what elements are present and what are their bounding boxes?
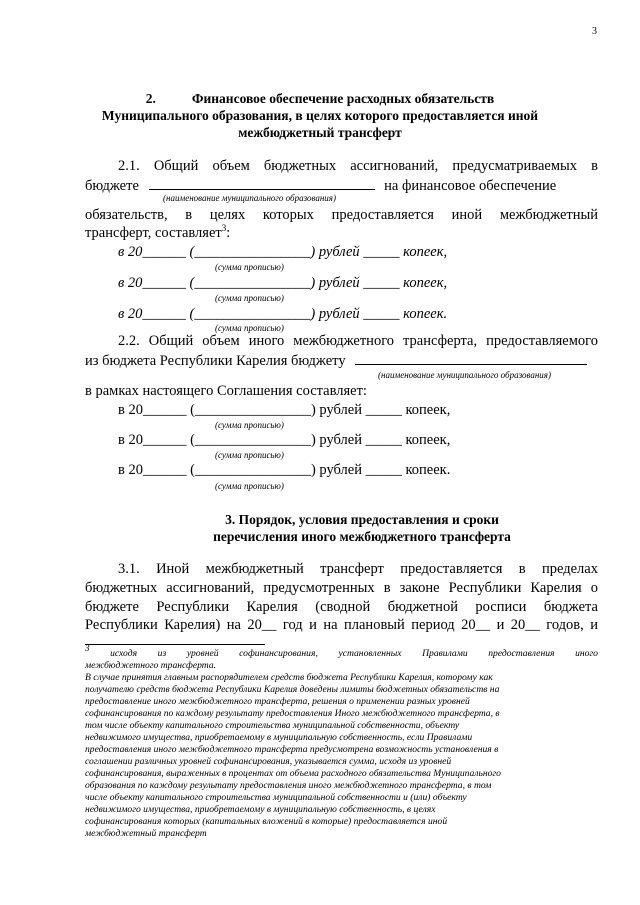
p22-row-3-caption: (сумма прописью) (215, 481, 284, 491)
page-number: 3 (592, 26, 597, 37)
footnote-line-15: софинансирования которых (капитальных вложений в которые) предоставляется иной (85, 816, 448, 827)
footnote-line-9: предоставления иного межбюджетного трансферта предусмотрена возможность установления в (85, 744, 499, 755)
p22-amount-row-2: в 20______ (________________) рублей _____ копеек, (118, 432, 451, 448)
p22-municipality-blank (355, 352, 587, 365)
p22-municipality-caption: (наименование муниципального образования) (378, 370, 551, 380)
p21-line-4: трансферт, составляет$^3$: (85, 223, 231, 241)
footnote-line-14: недвижимого имущества, приобретаемому в муниципальную собственность, в целях (85, 804, 436, 815)
p31-line-4: Республики Карелия) на 20__ год и на плановый период 20__ и 20__ годов, и (85, 617, 598, 633)
section-3-heading-line-2: перечисления иного межбюджетного трансферта (213, 529, 511, 544)
municipality-name-blank (149, 177, 375, 190)
p21-amount-row-2: в 20______ (________________) рублей _____ копеек, (118, 275, 448, 291)
footnote-line-2: межбюджетного трансферта. (85, 660, 217, 671)
p21-amount-row-1: в 20______ (________________) рублей _____ копеек, (118, 244, 448, 260)
p22-amount-row-3: в 20______ (________________) рублей _____ копеек. (118, 462, 451, 478)
p21-row-1-caption: (сумма прописью) (215, 262, 284, 272)
p22-line-1: 2.2. Общий объем иного межбюджетного трансферта, предоставляемого (118, 333, 598, 349)
footnote-marker: 3 (85, 643, 90, 653)
footnote-ref-3: 3 (221, 223, 227, 234)
footnote-line-8: недвижимого имущества, приобретаемому в муниципальную собственность, если Правилами (85, 732, 473, 743)
p22-line-2: из бюджета Республики Карелия бюджету (85, 352, 587, 370)
footnote-line-10: соглашении различных уровней софинансирования, указывается сумма, исходя из уровней (85, 756, 452, 767)
p21-municipality-caption: (наименование муниципального образования) (163, 193, 336, 203)
p21-line-1: 2.1. Общий объем бюджетных ассигнований, предусматриваемых в (118, 158, 598, 174)
footnote-line-7: том числе объекту капитального строительства муниципальной собственности, объекту (85, 720, 460, 731)
section-2-heading-line-2: Муниципального образования, в целях которого предоставляется иной (101, 108, 539, 123)
p21-line-3: обязательств, в целях которых предоставляется иной межбюджетный (85, 207, 598, 223)
p31-line-2: бюджетных ассигнований, предусмотренных в законе Республики Карелия о (85, 580, 598, 596)
section-2-title-1: Финансовое обеспечение расходных обязательств (191, 91, 495, 106)
footnote-separator (85, 644, 265, 645)
section-2-heading-line-1 (0, 91, 640, 107)
p22-row-1-caption: (сумма прописью) (215, 420, 284, 430)
section-2-number: 2. (145, 91, 156, 106)
p22-amount-row-1: в 20______ (________________) рублей _____ копеек, (118, 402, 451, 418)
p31-line-1: 3.1. Иной межбюджетный трансферт предоставляется в пределах (118, 561, 598, 577)
p21-row-3-caption: (сумма прописью) (215, 323, 284, 333)
footnote-line-4: получателю средств бюджета Республики Карелия доведены лимиты бюджетных обязательств на (85, 684, 500, 695)
footnote-line-12: образования по каждому результату предоставления иного межбюджетного трансферта, в том (85, 780, 492, 791)
footnote-line-11: софинансирования, выраженных в процентах от объема расходного обязательства Муниципального (85, 768, 501, 779)
footnote-line-5: предоставление иного межбюджетного трансферта, решения о применении разных уровней (85, 696, 470, 707)
footnote-line-3: В случае принятия главным распорядителем средств бюджета Республики Карелия, которому как (85, 672, 493, 683)
footnote-line-1: 3 исходя из уровней софинансирования, установленных Правилами предоставления иного (85, 643, 598, 659)
p22-row-2-caption: (сумма прописью) (215, 450, 284, 460)
section-2-heading-line-3: межбюджетный трансферт (238, 125, 402, 140)
p21-row-2-caption: (сумма прописью) (215, 293, 284, 303)
footnote-line-16: межбюджетный трансферт (85, 828, 207, 839)
p31-line-3: бюджете Республики Карелия (сводной бюджетной росписи бюджета (85, 599, 598, 615)
p21-line-2: бюджете на финансовое обеспечение (85, 178, 557, 194)
footnote-line-13: числе объекту капитального строительства муниципальной собственности и (или) объекту (85, 792, 467, 803)
p22-line-3: в рамках настоящего Соглашения составляет: (85, 383, 367, 399)
section-3-heading-line-1: 3. Порядок, условия предоставления и сроки (225, 512, 499, 527)
p21-amount-row-3: в 20______ (________________) рублей _____ копеек. (118, 306, 448, 322)
footnote-line-6: софинансирования по каждому результату предоставления Иного межбюджетного трансферта, в (85, 708, 500, 719)
